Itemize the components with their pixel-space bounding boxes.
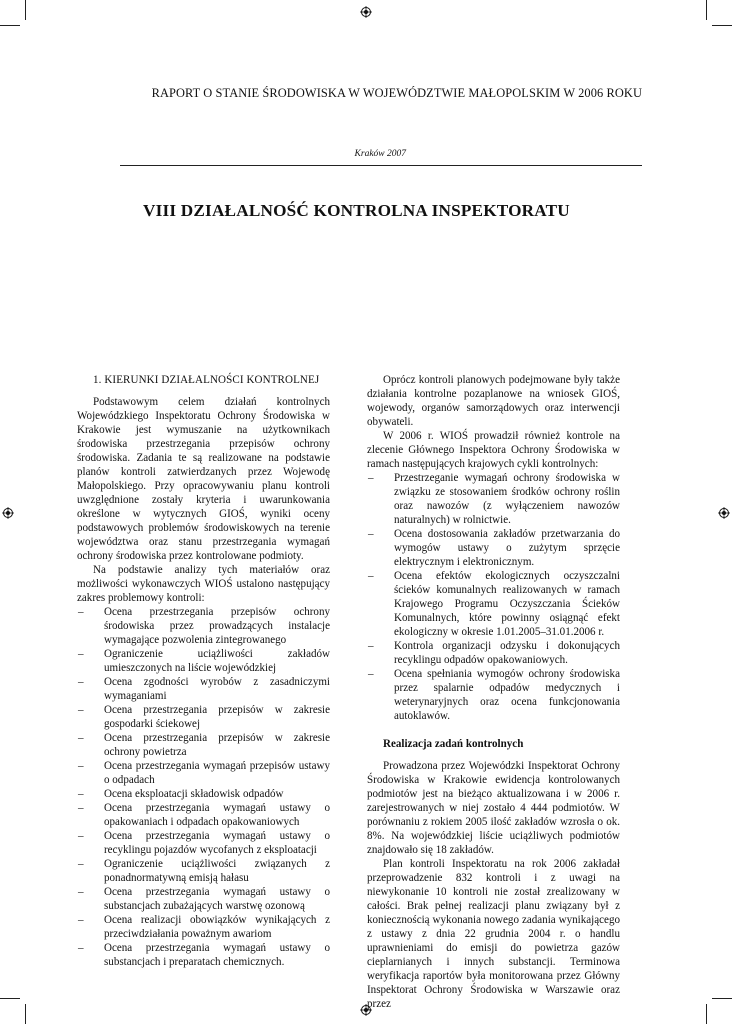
list-item: – Ocena przestrzegania przepisów w zakresie gospodarki ściekowej — [78, 704, 330, 730]
dash-bullet: – — [368, 668, 374, 680]
crop-mark — [712, 25, 732, 26]
crop-mark — [0, 998, 20, 999]
right-column — [367, 373, 620, 1011]
dash-bullet: – — [78, 914, 84, 926]
dash-bullet: – — [78, 760, 84, 772]
left-column — [77, 373, 330, 969]
paragraph: Oprócz kontroli planowych podejmowane były także działania kontrolne pozaplanowe na wniosek GIOŚ, wojewody, organów samorządowych oraz interwencji obywateli. — [367, 374, 620, 428]
dash-bullet: – — [78, 858, 84, 870]
crop-mark — [712, 998, 732, 999]
dash-bullet: – — [78, 648, 84, 660]
list-item: – Ocena eksploatacji składowisk odpadów — [78, 788, 284, 800]
list-item: – Ocena przestrzegania wymagań ustawy o recyklingu pojazdów wycofanych z eksploatacji — [78, 830, 330, 856]
dash-bullet: – — [78, 788, 84, 800]
crop-mark — [25, 1004, 26, 1024]
list-item: – Kontrola organizacji odzysku i dokonujących recyklingu odpadów opakowaniowych. — [368, 640, 620, 666]
crop-mark — [706, 0, 707, 20]
list-item: – Ocena efektów ekologicznych oczyszczalni ścieków komunalnych realizowanych w ramach Krajowego Programu Oczyszczania Ścieków Komunalnych, które powinny osiągnąć efekt ekologiczny w okresie 1.01.2005–31.01.2006 r. — [368, 570, 620, 638]
paragraph: Na podstawie analizy tych materiałów oraz możliwości wykonawczych WIOŚ ustalono następujący zakres problemowy kontroli: — [77, 564, 330, 604]
dash-bullet: – — [368, 570, 374, 582]
crop-mark — [706, 1004, 707, 1024]
national-cycles-list — [367, 471, 620, 723]
crop-mark — [25, 0, 26, 20]
crop-mark — [0, 25, 20, 26]
chapter-title: VIII DZIAŁALNOŚĆ KONTROLNA INSPEKTORATU — [143, 201, 570, 220]
place-date: Kraków 2007 — [354, 149, 406, 159]
running-header: RAPORT O STANIE ŚRODOWISKA W WOJEWÓDZTWIE MAŁOPOLSKIM W 2006 ROKU — [151, 86, 642, 100]
dash-bullet: – — [78, 732, 84, 744]
section-heading: 1. KIERUNKI DZIAŁALNOŚCI KONTROLNEJ — [93, 374, 320, 386]
list-item: – Ograniczenie uciążliwości zakładów umieszczonych na liście wojewódzkiej — [78, 648, 330, 674]
registration-mark-icon — [360, 6, 372, 18]
list-item: – Ocena przestrzegania wymagań ustawy o opakowaniach i odpadach opakowaniowych — [78, 802, 330, 828]
header-rule — [120, 165, 642, 166]
paragraph: Plan kontroli Inspektoratu na rok 2006 zakładał przeprowadzenie 832 kontroli i z uwagi na niewykonanie 10 kontroli nie został zrealizowany w całości. Brak pełnej realizacji planu związany był z koniecznością wykonania nowego zadania wynikającego z ustawy z dnia 22 grudnia 2004 r. o handlu uprawnieniami do emisji do powietrza gazów cieplarnianych i innych substancji. Terminowa weryfikacja raportów była monitorowana przez Główny Inspektorat Ochrony Środowiska w Warszawie oraz przez — [367, 858, 620, 1010]
list-item: – Ocena realizacji obowiązków wynikających z przeciwdziałania poważnym awariom — [78, 914, 330, 940]
dash-bullet: – — [368, 528, 374, 540]
list-item: – Ocena dostosowania zakładów przetwarzania do wymogów ustawy o zużytym sprzęcie elektrycznym i elektronicznym. — [368, 528, 620, 568]
list-item: – Ocena przestrzegania wymagań przepisów ustawy o odpadach — [78, 760, 330, 786]
paragraph: Prowadzona przez Wojewódzki Inspektorat Ochrony Środowiska w Krakowie ewidencja kontrolowanych podmiotów jest na bieżąco aktualizowana i w 2006 r. zarejestrowanych w niej zostało 4 444 podmiotów. W porównaniu z rokiem 2005 ilość zakładów wzrosła o ok. 8%. Na wojewódzkiej liście uciążliwych podmiotów znajdowało się 18 zakładów. — [367, 760, 620, 856]
list-item: – Przestrzeganie wymagań ochrony środowiska w związku ze stosowaniem środków ochrony roślin oraz nawozów (z wyłączeniem nawozów naturalnych) w rolnictwie. — [368, 472, 620, 526]
paragraph: W 2006 r. WIOŚ prowadził również kontrole na zlecenie Głównego Inspektora Ochrony Środowiska w ramach następujących krajowych cykli kontrolnych: — [367, 430, 620, 470]
list-item: – Ocena zgodności wyrobów z zasadniczymi wymaganiami — [78, 676, 330, 702]
dash-bullet: – — [368, 472, 374, 484]
dash-bullet: – — [78, 676, 84, 688]
list-item: – Ocena przestrzegania przepisów w zakresie ochrony powietrza — [78, 732, 330, 758]
dash-bullet: – — [78, 942, 84, 954]
dash-bullet: – — [78, 886, 84, 898]
paragraph: Podstawowym celem działań kontrolnych Wojewódzkiego Inspektoratu Ochrony Środowiska w Krakowie jest wymuszanie na użytkownikach środowiska przestrzegania przepisów ochrony środowiska. Zadania te są realizowane na podstawie planów kontroli zatwierdzanych przez Wojewodę Małopolskiego. Przy opracowywaniu planu kontroli uwzględnione zostały kryteria i uwarunkowania określone w wytycznych GIOŚ, wyniki oceny podstawowych problemów środowiskowych na terenie województwa oraz stanu przestrzegania wymagań ochrony środowiska przez kontrolowane podmioty. — [77, 396, 330, 562]
dash-bullet: – — [78, 606, 84, 618]
control-scope-list — [77, 605, 330, 969]
registration-mark-icon — [718, 507, 730, 519]
dash-bullet: – — [78, 802, 84, 814]
dash-bullet: – — [78, 704, 84, 716]
list-item: – Ocena przestrzegania wymagań ustawy o substancjach i preparatach chemicznych. — [78, 942, 330, 968]
registration-mark-icon — [2, 507, 14, 519]
list-item: – Ocena przestrzegania wymagań ustawy o substancjach zubażających warstwę ozonową — [78, 886, 330, 912]
dash-bullet: – — [368, 640, 374, 652]
list-item: – Ocena przestrzegania przepisów ochrony środowiska przez prowadzących instalacje wymagające pozwolenia zintegrowanego — [78, 606, 330, 646]
list-item: – Ograniczenie uciążliwości związanych z ponadnormatywną emisją hałasu — [78, 858, 330, 884]
dash-bullet: – — [78, 830, 84, 842]
list-item: – Ocena spełniania wymogów ochrony środowiska przez spalarnie odpadów medycznych i weterynaryjnych oraz ocena funkcjonowania autoklawów. — [368, 668, 620, 722]
subheading: Realizacja zadań kontrolnych — [383, 738, 524, 750]
